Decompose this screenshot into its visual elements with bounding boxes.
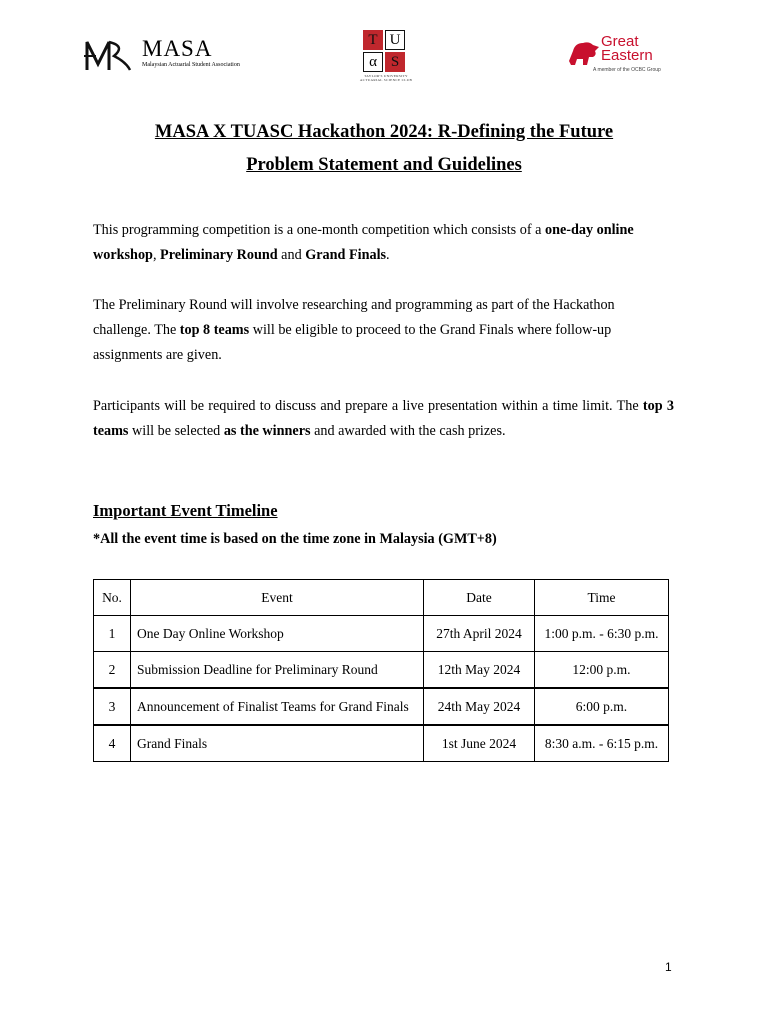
- intro-paragraph-3: [93, 394, 674, 444]
- row-time: 8:30 a.m. - 6:15 p.m.: [535, 725, 669, 762]
- intro-paragraph-1: [93, 218, 674, 268]
- tuasc-grid: [363, 30, 405, 72]
- p2-bold-top8: top 8 teams: [179, 322, 250, 338]
- row-time: 6:00 p.m.: [535, 688, 669, 725]
- timeline-heading: Important Event Timeline: [93, 501, 278, 520]
- ge-line-great: Great: [601, 33, 639, 50]
- ge-wordmark: [601, 35, 653, 63]
- table-row: [94, 688, 669, 725]
- row-event: Submission Deadline for Preliminary Round: [131, 652, 424, 689]
- lion-icon: [567, 39, 601, 67]
- header-date: Date: [424, 580, 535, 616]
- row-date: 12th May 2024: [424, 652, 535, 689]
- table-row: [94, 652, 669, 689]
- page-number: 1: [665, 960, 672, 974]
- p1-bold-workshop: one-day online workshop: [93, 222, 634, 263]
- tuasc-letter-alpha: α: [363, 52, 383, 72]
- tuasc-letter-u: U: [385, 30, 405, 50]
- table-row: [94, 725, 669, 762]
- row-time: 12:00 p.m.: [535, 652, 669, 689]
- table-row: [94, 616, 669, 652]
- p1-bold-finals: Grand Finals: [305, 247, 387, 263]
- p1-text-a: This programming competition is a one-month competition which consists of a: [93, 222, 545, 238]
- row-time: 1:00 p.m. - 6:30 p.m.: [535, 616, 669, 652]
- header-time: Time: [535, 580, 669, 616]
- p1-text-e: .: [386, 247, 390, 263]
- header-no: No.: [94, 580, 131, 616]
- p1-text-c: ,: [152, 247, 161, 263]
- masa-monogram-icon: [84, 36, 136, 74]
- document-title: MASA X TUASC Hackathon 2024: R-Defining the Future: [154, 122, 614, 142]
- tuasc-logo: [360, 30, 412, 90]
- table-header-row: [94, 580, 669, 616]
- p3-bold-winners: as the winners: [223, 423, 311, 439]
- row-no: 3: [94, 688, 131, 725]
- p2-text-a: The Preliminary Round will involve researching and programming as part of the Hackathon challenge. The: [93, 297, 615, 338]
- document-subtitle: Problem Statement and Guidelines: [246, 155, 522, 175]
- p3-text-c: will be selected: [128, 423, 224, 439]
- row-no: 2: [94, 652, 131, 689]
- tuasc-caption: TAYLOR'S UNIVERSITY ACTUARIAL SCIENCE CLUB: [359, 74, 413, 82]
- p1-bold-preliminary: Preliminary Round: [160, 247, 278, 263]
- great-eastern-logo: [567, 33, 677, 75]
- row-event: Announcement of Finalist Teams for Grand Finals: [131, 688, 424, 725]
- p3-text-a: Participants will be required to discuss and prepare a live presentation within a time limit. The: [93, 398, 643, 414]
- p1-text-d: and: [277, 247, 306, 263]
- masa-subtitle: Malaysian Actuarial Student Association: [142, 62, 240, 68]
- row-event: Grand Finals: [131, 725, 424, 762]
- p3-bold-top3: top 3 teams: [93, 398, 674, 439]
- ge-tagline: A member of the OCBC Group: [593, 67, 661, 73]
- row-no: 4: [94, 725, 131, 762]
- tuasc-letter-t: T: [363, 30, 383, 50]
- event-timeline-table: [93, 579, 669, 762]
- tuasc-letter-s: S: [385, 52, 405, 72]
- row-event: One Day Online Workshop: [131, 616, 424, 652]
- masa-logo: [84, 34, 254, 76]
- intro-paragraph-2: [93, 293, 674, 368]
- row-date: 24th May 2024: [424, 688, 535, 725]
- p2-text-c: will be eligible to proceed to the Grand Finals where follow-up assignments are given.: [93, 322, 612, 363]
- timezone-note: *All the event time is based on the time zone in Malaysia (GMT+8): [93, 531, 497, 547]
- header-event: Event: [131, 580, 424, 616]
- row-date: 1st June 2024: [424, 725, 535, 762]
- masa-name: MASA: [142, 36, 213, 61]
- row-no: 1: [94, 616, 131, 652]
- row-date: 27th April 2024: [424, 616, 535, 652]
- p3-text-d: and awarded with the cash prizes.: [310, 423, 506, 439]
- ge-line-eastern: Eastern: [601, 47, 653, 64]
